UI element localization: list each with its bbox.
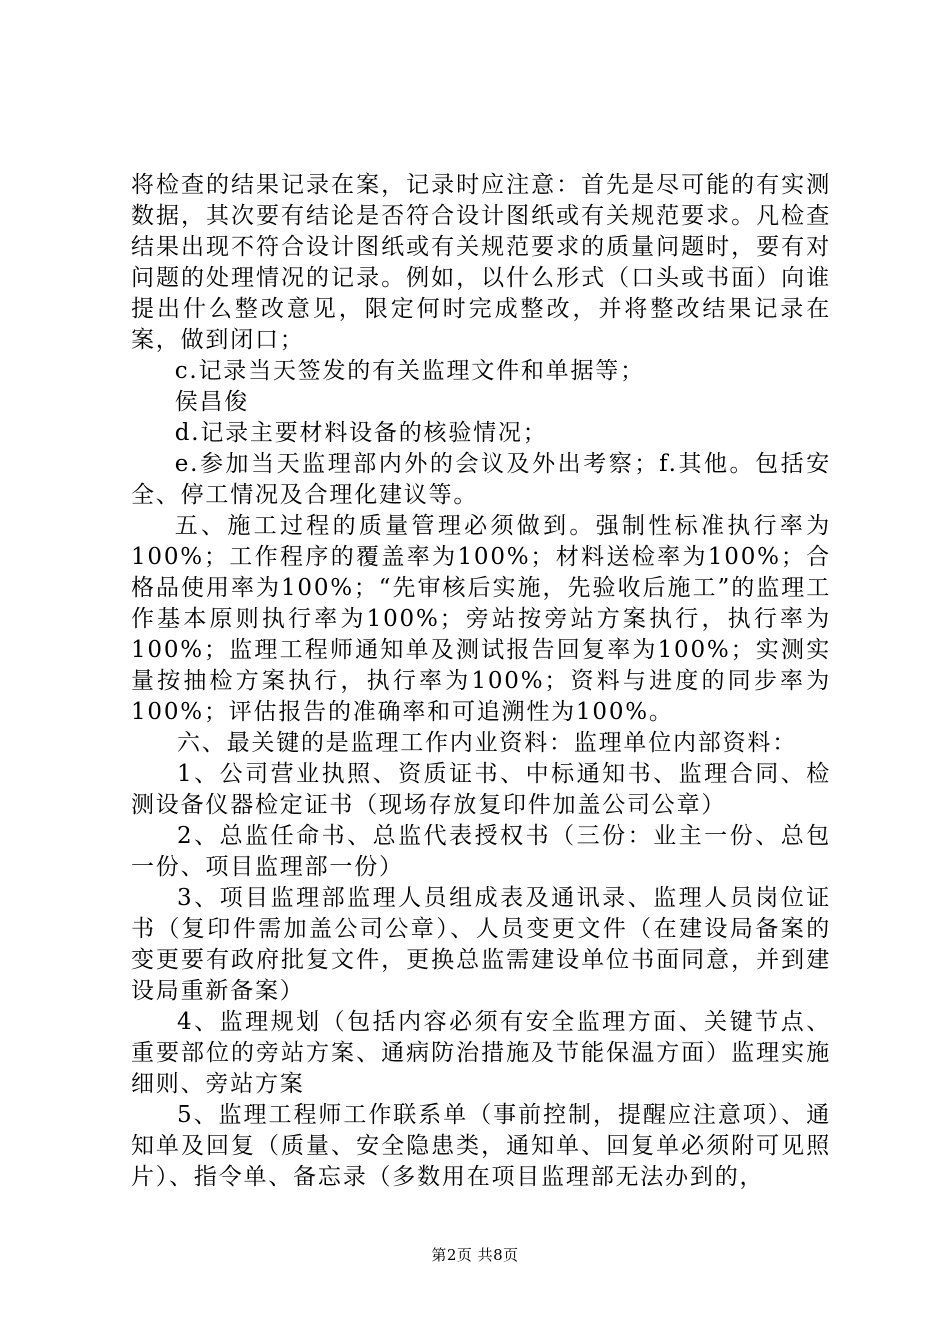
page-footer: 第2页 共8页 [431,1246,519,1264]
paragraph-list-5: 5、监理工程师工作联系单（事前控制，提醒应注意项）、通知单及回复（质量、安全隐患类，通知单、回复单必须附可见照片）、指令单、备忘录（多数用在项目监理部无法办到的， [131,1102,831,1190]
paragraph-section-6: 六、最关键的是监理工作内业资料：监理单位内部资料： [177,730,797,756]
paragraph-list-4: 4、监理规划（包括内容必须有安全监理方面、关键节点、重要部位的旁站方案、通病防治措施及节能保温方面）监理实施细则、旁站方案 [131,1009,831,1097]
paragraph-record-results: 将检查的结果记录在案，记录时应注意：首先是尽可能的有实测数据，其次要有结论是否符合设计图纸或有关规范要求。凡检查结果出现不符合设计图纸或有关规范要求的质量问题时，要有对问题的处理情况的记录。例如，以什么形式（口头或书面）向谁提出什么整改意见，限定何时完成整改，并将整改结果记录在案，做到闭口； [131,172,831,353]
paragraph-item-e-f: e.参加当天监理部内外的会议及外出考察；f.其他。包括安全、停工情况及合理化建议等。 [131,451,831,508]
paragraph-list-2: 2、总监任命书、总监代表授权书（三份：业主一份、总包一份、项目监理部一份） [131,823,831,880]
paragraph-section-5: 五、施工过程的质量管理必须做到。强制性标准执行率为100%；工作程序的覆盖率为100%；材料送检率为100%；合格品使用率为100%；“先审核后实施，先验收后施工”的监理工作基本原则执行率为100%；旁站按旁站方案执行，执行率为100%；监理工程师通知单及测试报告回复率为100%；实测实量按抽检方案执行，执行率为100%；资料与进度的同步率为100%；评估报告的准确率和可追溯性为100%。 [131,513,831,725]
paragraph-list-1: 1、公司营业执照、资质证书、中标通知书、监理合同、检测设备仪器检定证书（现场存放复印件加盖公司公章） [131,761,831,818]
paragraph-item-d: d.记录主要材料设备的核验情况； [174,420,548,446]
paragraph-name: 侯昌俊 [174,389,250,415]
document-body [131,170,831,1193]
paragraph-item-c: c.记录当天签发的有关监理文件和单据等； [174,358,645,384]
paragraph-list-3: 3、项目监理部监理人员组成表及通讯录、监理人员岗位证书（复印件需加盖公司公章）、人员变更文件（在建设局备案的变更要有政府批复文件，更换总监需建设单位书面同意，并到建设局重新备案） [131,885,831,1004]
